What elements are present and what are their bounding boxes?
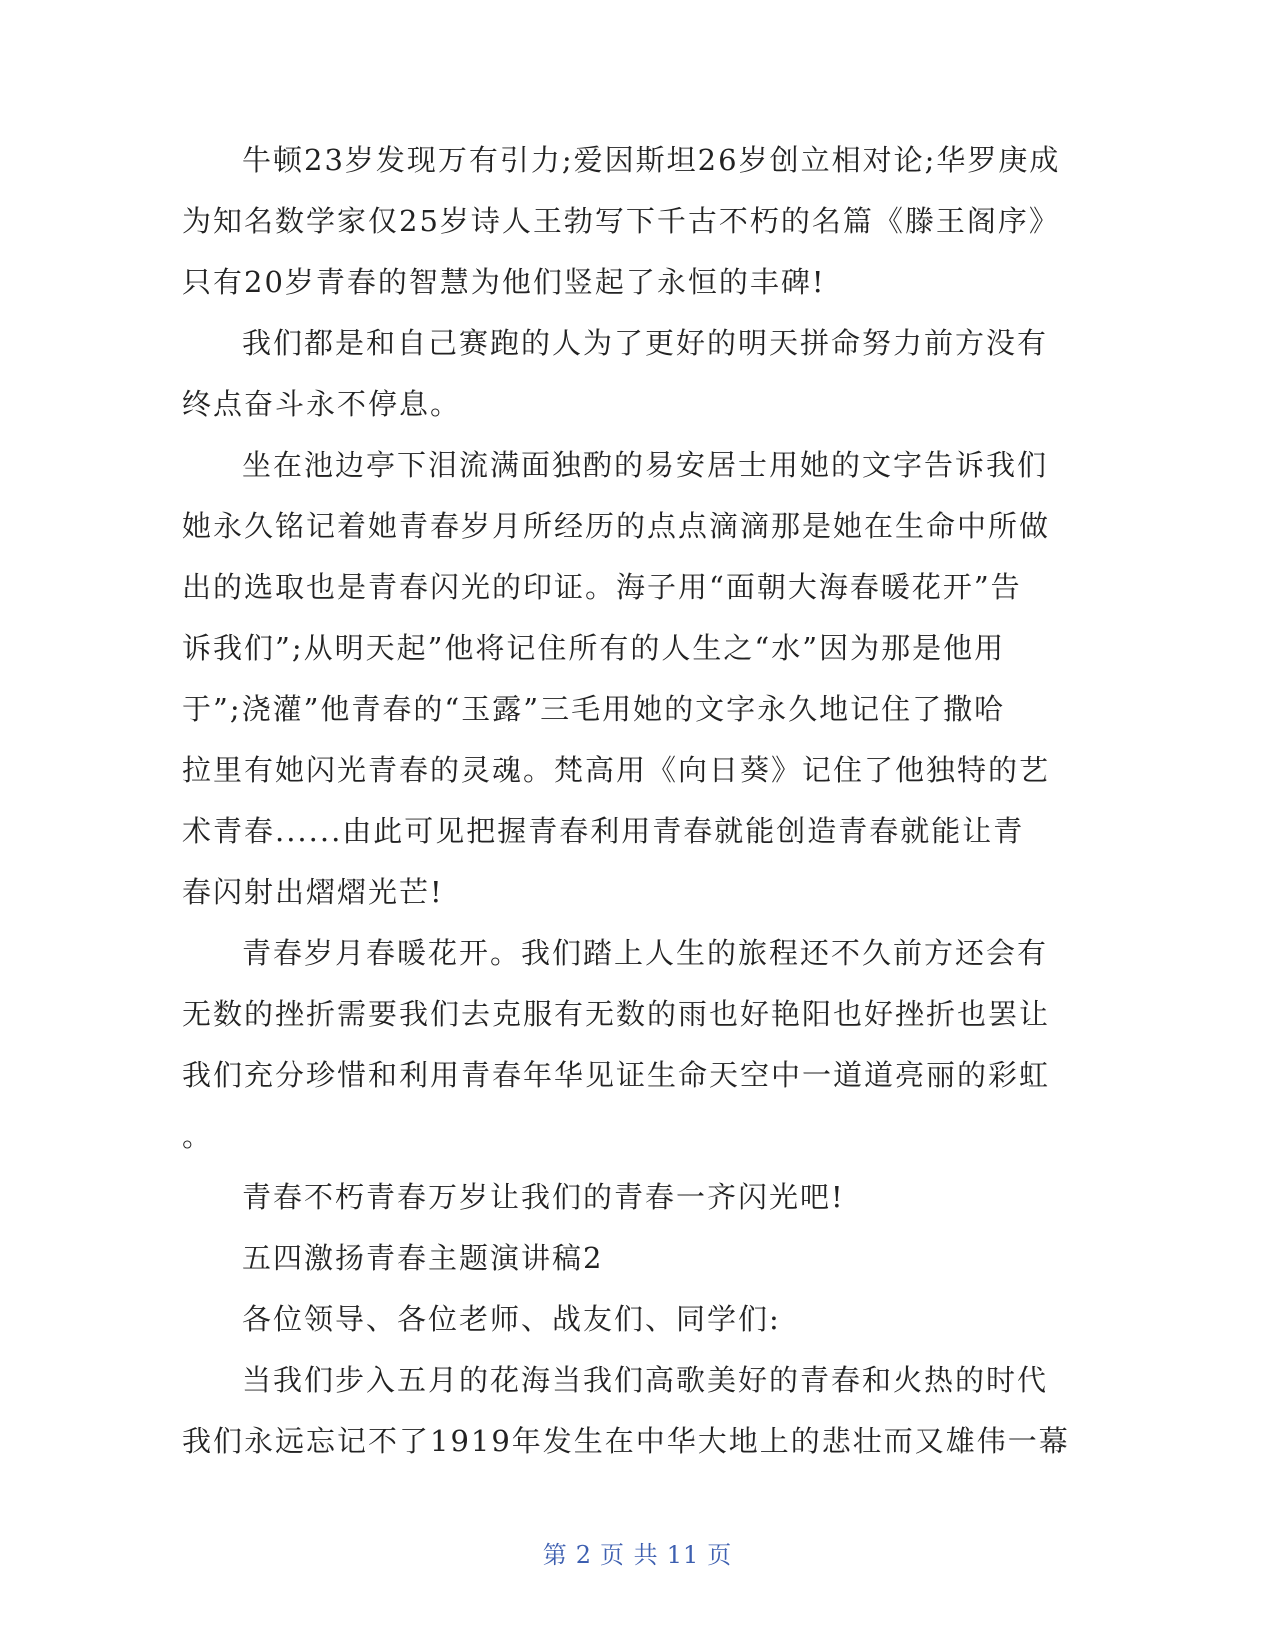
page-footer xyxy=(0,1535,1275,1570)
paragraph-line: 只有20岁青春的智慧为他们竖起了永恒的丰碑! xyxy=(182,265,826,299)
paragraph-line: 牛顿23岁发现万有引力;爱因斯坦26岁创立相对论;华罗庚成 xyxy=(242,143,1061,177)
paragraph-line: 。 xyxy=(182,1119,214,1153)
paragraph-line: 青春岁月春暖花开。我们踏上人生的旅程还不久前方还会有 xyxy=(242,936,1049,970)
paragraph-line: 为知名数学家仅25岁诗人王勃写下千古不朽的名篇《滕王阁序》 xyxy=(182,204,1060,238)
paragraph-line: 于”;浇灌”他青春的“玉露”三毛用她的文字永久地记住了撒哈 xyxy=(182,692,1006,726)
paragraph-line: 青春不朽青春万岁让我们的青春一齐闪光吧! xyxy=(242,1180,845,1214)
salutation: 各位领导、各位老师、战友们、同学们: xyxy=(242,1302,781,1336)
paragraph-line: 她永久铭记着她青春岁月所经历的点点滴滴那是她在生命中所做 xyxy=(182,509,1051,543)
total-pages-number: 11 xyxy=(666,1541,700,1569)
document-body xyxy=(182,130,1087,1472)
paragraph-line: 春闪射出熠熠光芒! xyxy=(182,875,444,909)
paragraph-line: 坐在池边亭下泪流满面独酌的易安居士用她的文字告诉我们 xyxy=(242,448,1049,482)
paragraph-line: 无数的挫折需要我们去克服有无数的雨也好艳阳也好挫折也罢让 xyxy=(182,997,1051,1031)
paragraph-line: 我们都是和自己赛跑的人为了更好的明天拼命努力前方没有 xyxy=(242,326,1049,360)
footer-prefix: 第 xyxy=(542,1541,568,1569)
paragraph-line: 诉我们”;从明天起”他将记住所有的人生之“水”因为那是他用 xyxy=(182,631,1006,665)
paragraph-line: 拉里有她闪光青春的灵魂。梵高用《向日葵》记住了他独特的艺 xyxy=(182,753,1051,787)
paragraph-line: 我们充分珍惜和利用青春年华见证生命天空中一道道亮丽的彩虹 xyxy=(182,1058,1051,1092)
paragraph-line: 终点奋斗永不停息。 xyxy=(182,387,462,421)
current-page-number: 2 xyxy=(575,1541,593,1569)
paragraph-line: 术青春......由此可见把握青春利用青春就能创造青春就能让青 xyxy=(182,814,1025,848)
paragraph-line: 当我们步入五月的花海当我们高歌美好的青春和火热的时代 xyxy=(242,1363,1049,1397)
paragraph-line: 我们永远忘记不了1919年发生在中华大地上的悲壮而又雄伟一幕 xyxy=(182,1424,1070,1458)
footer-suffix: 页 xyxy=(707,1541,733,1569)
footer-middle: 页 共 xyxy=(600,1541,659,1569)
paragraph-line: 出的选取也是青春闪光的印证。海子用“面朝大海春暖花开”告 xyxy=(182,570,1022,604)
section-title: 五四激扬青春主题演讲稿2 xyxy=(242,1241,604,1275)
